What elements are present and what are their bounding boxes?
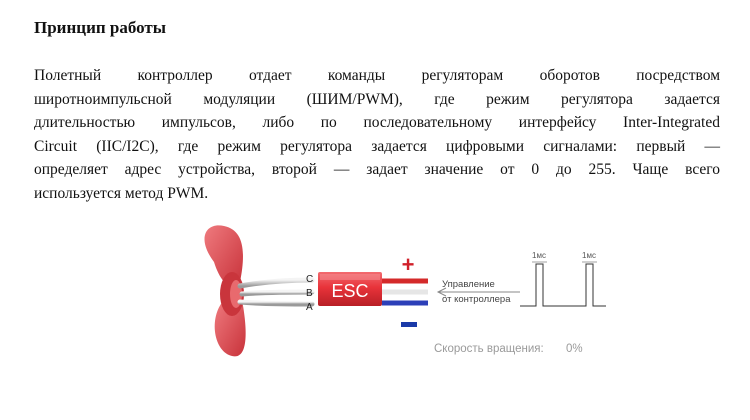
paragraph-line: Circuit (IIC/I2C), где режим регулятора задается цифровыми сигналами: первый —	[34, 137, 720, 155]
power-wires	[382, 281, 428, 303]
paragraph-line: широтноимпульсной модуляции (ШИМ/PWM), где режим регулятора задается	[34, 90, 720, 108]
esc-label: ESC	[331, 281, 369, 301]
wire-label-b: B	[306, 288, 313, 299]
pwm-waveform	[520, 262, 606, 306]
minus-sign-icon	[401, 322, 417, 327]
paragraph-line: определяет адрес устройства, второй — задает значение от 0 до 255. Чаще всего	[34, 161, 720, 178]
esc-block	[318, 272, 382, 306]
section-heading: Принцип работы	[34, 18, 167, 37]
pulse-width-label: 1мс	[532, 251, 546, 260]
speed-value: 0%	[566, 343, 583, 355]
wire-label-a: A	[306, 302, 313, 313]
control-label-line1: Управление	[442, 279, 495, 290]
control-label-line2: от контроллера	[442, 294, 511, 305]
paragraph-line: Полетный контроллер отдает команды регуляторам оборотов посредством	[34, 67, 720, 84]
paragraph-line: используется метод PWM.	[34, 184, 209, 202]
paragraph-line: длительностью импульсов, либо по последовательному интерфейсу Inter-Integrated	[34, 114, 720, 131]
wire-label-c: C	[306, 274, 314, 285]
speed-label: Скорость вращения:	[434, 343, 544, 355]
plus-sign: +	[401, 252, 415, 277]
pulse-width-label: 1мс	[582, 251, 596, 260]
motor-wires	[240, 280, 312, 304]
motor-propeller-icon	[205, 225, 246, 356]
